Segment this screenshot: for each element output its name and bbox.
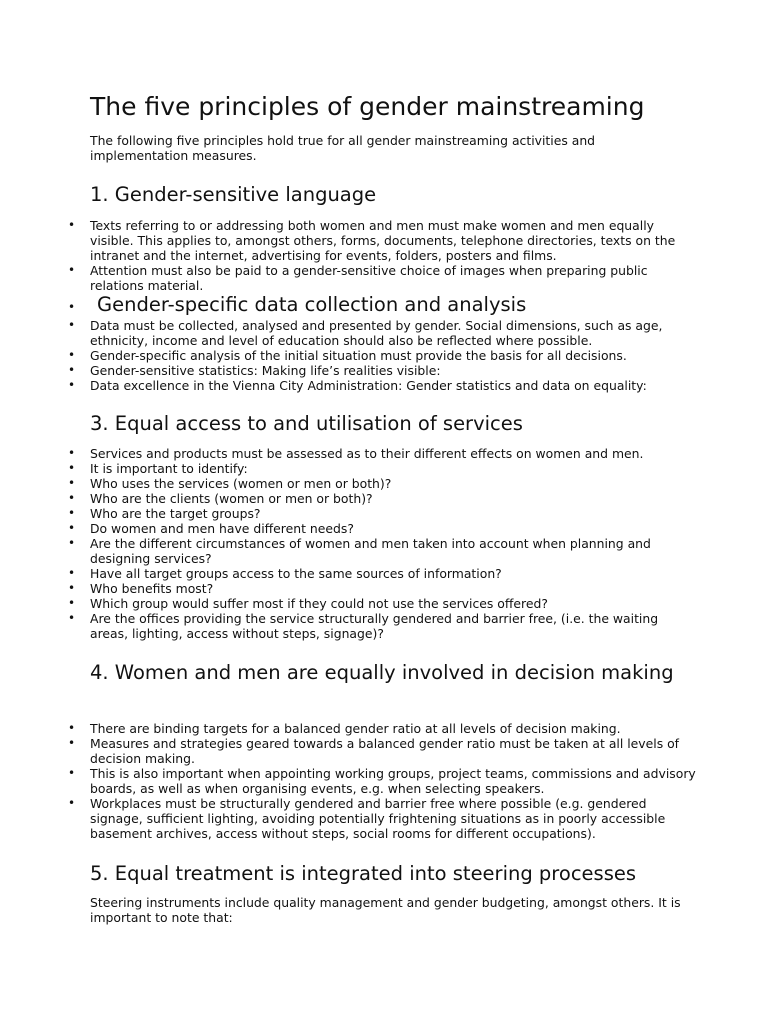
list-item-text: Who benefits most?	[90, 581, 214, 596]
bullet-icon: •	[68, 363, 76, 377]
section-4-heading: 4. Women and men are equally involved in decision making	[90, 661, 674, 684]
section-2-heading	[68, 292, 697, 318]
list-item	[68, 476, 710, 491]
list-item-text: There are binding targets for a balanced gender ratio at all levels of decision making.	[90, 721, 621, 736]
list-item	[68, 218, 710, 263]
bullet-icon: •	[68, 721, 76, 735]
bullet-icon: •	[68, 491, 76, 505]
list-item-text: Data excellence in the Vienna City Administration: Gender statistics and data on equality:	[90, 378, 647, 393]
bullet-icon: •	[68, 446, 76, 460]
list-item-text: Gender-sensitive statistics: Making life’s realities visible:	[90, 363, 441, 378]
list-item	[68, 721, 710, 736]
list-item-text: Texts referring to or addressing both women and men must make women and men equally visible. This applies to, amongst others, forms, documents, telephone directories, texts on the intranet and the internet, advertising for events, folders, posters and films.	[90, 218, 676, 263]
list-item-text: It is important to identify:	[90, 461, 248, 476]
bullet-icon: •	[68, 263, 76, 277]
bullet-icon: •	[68, 506, 76, 520]
list-item-text: Which group would suffer most if they could not use the services offered?	[90, 596, 548, 611]
bullet-icon: •	[68, 461, 76, 475]
section-5-heading: 5. Equal treatment is integrated into steering processes	[90, 862, 637, 885]
list-item	[68, 766, 710, 796]
list-item	[68, 611, 710, 641]
section-2-heading-text: Gender-specific data collection and analysis	[97, 293, 527, 316]
bullet-icon: •	[68, 736, 76, 750]
list-item	[68, 521, 710, 536]
list-item	[68, 536, 710, 566]
bullet-icon: •	[68, 300, 76, 314]
list-item	[68, 596, 710, 611]
bullet-icon: •	[68, 566, 76, 580]
list-item	[68, 566, 710, 581]
list-item-text: Have all target groups access to the same sources of information?	[90, 566, 502, 581]
list-item-text: This is also important when appointing working groups, project teams, commissions and advisory boards, as well as when organising events, e.g. when selecting speakers.	[90, 766, 696, 796]
section-5-paragraph: Steering instruments include quality management and gender budgeting, amongst others. It is important to note that:	[90, 895, 681, 925]
list-item	[68, 581, 710, 596]
section-2-list	[68, 318, 710, 393]
section-3-heading: 3. Equal access to and utilisation of services	[90, 412, 523, 435]
list-item-text: Who are the target groups?	[90, 506, 261, 521]
bullet-icon: •	[68, 766, 76, 780]
list-item	[68, 318, 710, 348]
list-item-text: Workplaces must be structurally gendered and barrier free where possible (e.g. gendered signage, sufficient lighting, avoiding potentially frightening situations as in poorly accessible basement archives, access without steps, social rooms for different occupations).	[90, 796, 666, 841]
bullet-icon: •	[68, 611, 76, 625]
section-1-list	[68, 218, 710, 293]
section-1-heading: 1. Gender-sensitive language	[90, 183, 377, 206]
bullet-icon: •	[68, 536, 76, 550]
list-item	[68, 491, 710, 506]
list-item	[68, 263, 710, 293]
bullet-icon: •	[68, 596, 76, 610]
list-item-text: Data must be collected, analysed and presented by gender. Social dimensions, such as age, ethnicity, income and level of education should also be reflected where possible.	[90, 318, 663, 348]
list-item-text: Measures and strategies geared towards a balanced gender ratio must be taken at all levels of decision making.	[90, 736, 680, 766]
list-item-text: Are the different circumstances of women and men taken into account when planning and designing services?	[90, 536, 651, 566]
bullet-icon: •	[68, 476, 76, 490]
section-3-list	[68, 446, 710, 641]
list-item-text: Who are the clients (women or men or both)?	[90, 491, 373, 506]
bullet-icon: •	[68, 378, 76, 392]
list-item	[68, 363, 710, 378]
list-item	[68, 736, 710, 766]
list-item-text: Who uses the services (women or men or both)?	[90, 476, 392, 491]
list-item-text: Gender-specific analysis of the initial situation must provide the basis for all decisions.	[90, 348, 627, 363]
bullet-icon: •	[68, 318, 76, 332]
list-item	[68, 378, 710, 393]
list-item-text: Are the offices providing the service structurally gendered and barrier free, (i.e. the waiting areas, lighting, access without steps, signage)?	[90, 611, 659, 641]
bullet-icon: •	[68, 521, 76, 535]
bullet-icon: •	[68, 796, 76, 810]
intro-paragraph: The following five principles hold true for all gender mainstreaming activities and implementation measures.	[90, 133, 596, 163]
list-item-text: Services and products must be assessed as to their different effects on women and men.	[90, 446, 644, 461]
page-title: The five principles of gender mainstreaming	[90, 92, 645, 121]
section-4-list	[68, 721, 710, 841]
bullet-icon: •	[68, 348, 76, 362]
list-item-text: Attention must also be paid to a gender-sensitive choice of images when preparing public relations material.	[90, 263, 648, 293]
list-item	[68, 796, 710, 841]
bullet-icon: •	[68, 581, 76, 595]
list-item	[68, 461, 710, 476]
list-item-text: Do women and men have different needs?	[90, 521, 354, 536]
bullet-icon: •	[68, 218, 76, 232]
list-item	[68, 506, 710, 521]
list-item	[68, 446, 710, 461]
list-item	[68, 348, 710, 363]
